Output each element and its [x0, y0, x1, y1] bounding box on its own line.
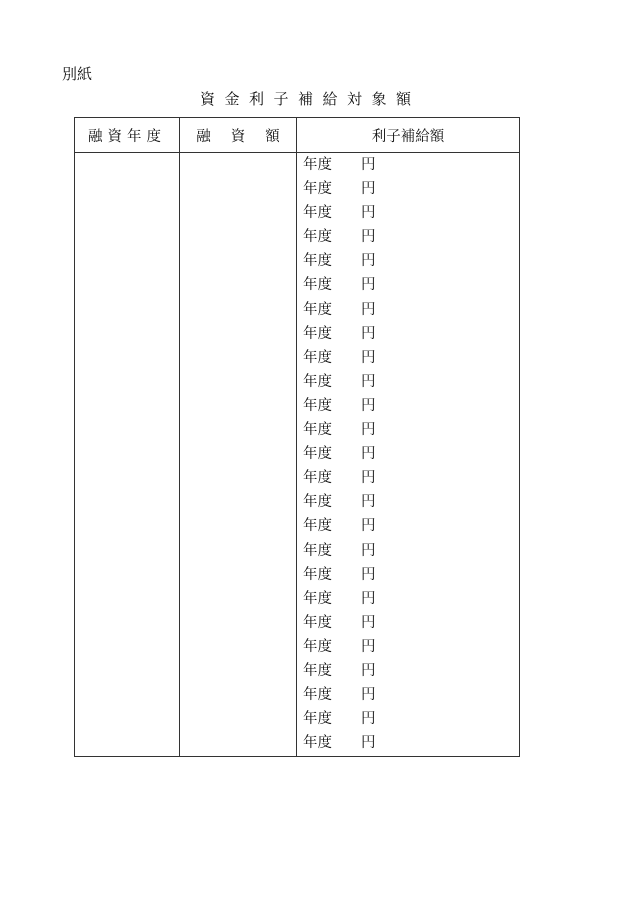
subsidy-table	[74, 117, 520, 757]
list-item	[297, 611, 519, 635]
yen-unit-label: 円	[361, 277, 376, 294]
subsidy-list	[297, 153, 519, 755]
yen-unit-label: 円	[361, 687, 376, 704]
yen-unit-label: 円	[361, 590, 376, 607]
header-financing-amount	[180, 118, 297, 153]
year-unit-label: 年度	[303, 349, 332, 366]
year-unit-label: 年度	[303, 638, 332, 655]
list-item	[297, 201, 519, 225]
list-item	[297, 298, 519, 322]
year-unit-label: 年度	[303, 157, 332, 173]
yen-unit-label: 円	[361, 253, 376, 270]
year-unit-label: 年度	[303, 373, 332, 390]
year-unit-label: 年度	[303, 253, 332, 270]
year-unit-label: 年度	[303, 518, 332, 535]
yen-unit-label: 円	[361, 494, 376, 511]
document-title: 資金利子補給対象額	[200, 90, 421, 108]
year-unit-label: 年度	[303, 205, 332, 222]
yen-unit-label: 円	[361, 662, 376, 679]
year-unit-label: 年度	[303, 277, 332, 294]
list-item	[297, 587, 519, 611]
financing-year-cell	[75, 153, 180, 757]
yen-unit-label: 円	[361, 349, 376, 366]
year-unit-label: 年度	[303, 325, 332, 342]
year-unit-label: 年度	[303, 494, 332, 511]
list-item	[297, 177, 519, 201]
year-unit-label: 年度	[303, 662, 332, 679]
yen-unit-label: 円	[361, 470, 376, 487]
list-item	[297, 442, 519, 466]
header-financing-year: 融資年度	[75, 118, 180, 153]
yen-unit-label: 円	[361, 397, 376, 414]
year-unit-label: 年度	[303, 397, 332, 414]
list-item	[297, 322, 519, 346]
list-item	[297, 346, 519, 370]
yen-unit-label: 円	[361, 518, 376, 535]
yen-unit-label: 円	[361, 325, 376, 342]
yen-unit-label: 円	[361, 542, 376, 559]
yen-unit-label: 円	[361, 205, 376, 222]
list-item	[297, 273, 519, 297]
year-unit-label: 年度	[303, 735, 332, 752]
yen-unit-label: 円	[361, 711, 376, 728]
year-unit-label: 年度	[303, 470, 332, 487]
list-item	[297, 418, 519, 442]
yen-unit-label: 円	[361, 614, 376, 631]
year-unit-label: 年度	[303, 301, 332, 318]
financing-amount-cell	[180, 153, 297, 757]
yen-unit-label: 円	[361, 422, 376, 439]
year-unit-label: 年度	[303, 590, 332, 607]
year-unit-label: 年度	[303, 229, 332, 246]
table-header-row	[75, 118, 520, 153]
list-item	[297, 370, 519, 394]
table-body-row	[75, 153, 520, 757]
yen-unit-label: 円	[361, 446, 376, 463]
year-unit-label: 年度	[303, 446, 332, 463]
yen-unit-label: 円	[361, 735, 376, 752]
attachment-label: 別紙	[62, 65, 93, 83]
list-item	[297, 539, 519, 563]
list-item	[297, 490, 519, 514]
year-unit-label: 年度	[303, 566, 332, 583]
yen-unit-label: 円	[361, 181, 376, 198]
header-amount-char-1: 融	[196, 128, 211, 145]
list-item	[297, 563, 519, 587]
list-item	[297, 466, 519, 490]
header-interest-subsidy: 利子補給額	[297, 118, 520, 153]
year-unit-label: 年度	[303, 614, 332, 631]
list-item	[297, 683, 519, 707]
header-amount-char-2: 資	[230, 128, 246, 145]
yen-unit-label: 円	[361, 566, 376, 583]
list-item	[297, 707, 519, 731]
list-item	[297, 225, 519, 249]
year-unit-label: 年度	[303, 711, 332, 728]
year-unit-label: 年度	[303, 687, 332, 704]
list-item	[297, 635, 519, 659]
header-amount-char-3: 額	[265, 128, 280, 145]
yen-unit-label: 円	[361, 157, 376, 173]
list-item	[297, 153, 519, 177]
list-item	[297, 394, 519, 418]
yen-unit-label: 円	[361, 638, 376, 655]
list-item	[297, 659, 519, 683]
interest-subsidy-cell	[297, 153, 520, 757]
year-unit-label: 年度	[303, 181, 332, 198]
yen-unit-label: 円	[361, 301, 376, 318]
list-item	[297, 514, 519, 538]
year-unit-label: 年度	[303, 422, 332, 439]
yen-unit-label: 円	[361, 373, 376, 390]
list-item	[297, 249, 519, 273]
list-item	[297, 731, 519, 755]
year-unit-label: 年度	[303, 542, 332, 559]
yen-unit-label: 円	[361, 229, 376, 246]
